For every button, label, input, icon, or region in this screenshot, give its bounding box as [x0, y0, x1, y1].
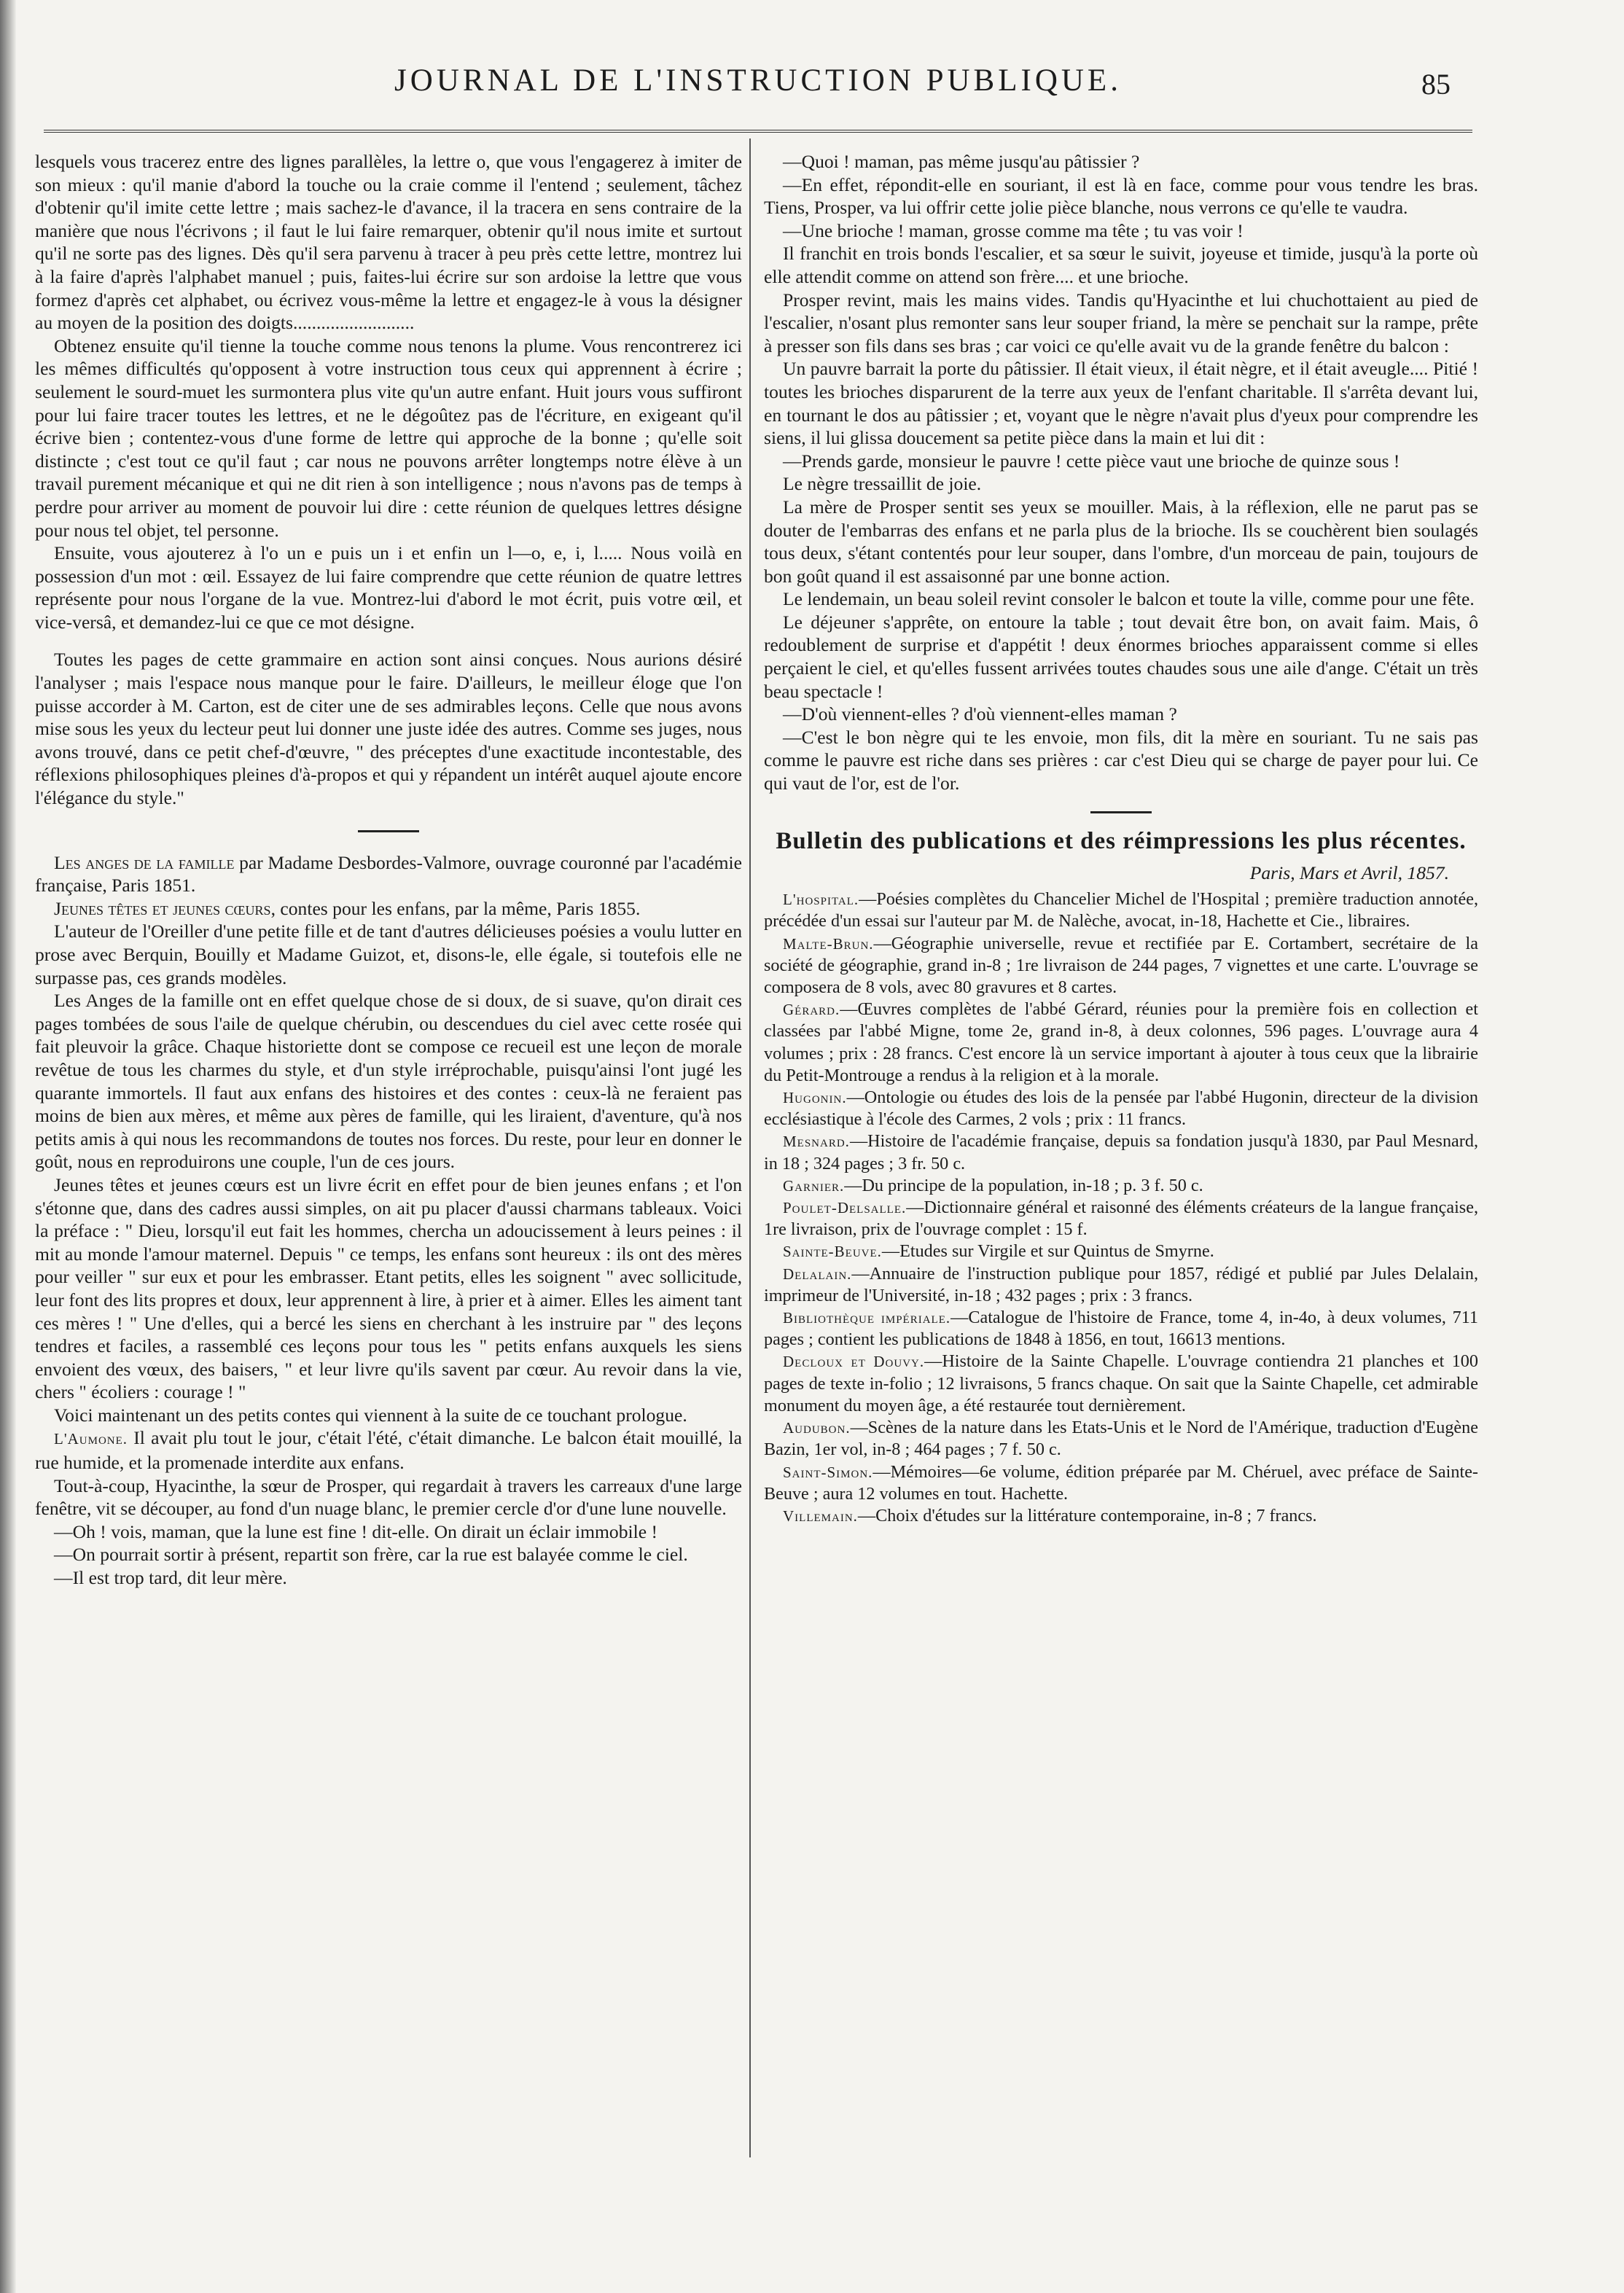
- book-title: Les anges de la famille: [54, 851, 235, 873]
- entry-author: Bibliothèque impériale.: [783, 1309, 951, 1327]
- paragraph: L'auteur de l'Oreiller d'une petite fille et de tant d'autres délicieuses poésies a voulu lutter en prose avec Berquin, Bouilly et Madame Guizot, et, disons-le, elle égale, si toutefois elle ne surpasse pas, ces grands modèles.: [35, 921, 742, 988]
- entry-author: Decloux et Douvy.: [783, 1353, 925, 1371]
- book-details: par Madame Desbordes-Valmore, ouvrage couronné par l'académie française, Paris 1851.: [35, 851, 742, 897]
- bulletin-entry: [764, 933, 1478, 999]
- bulletin-entry: [764, 1417, 1478, 1461]
- entry-text: —Mémoires—6e volume, édition préparée par M. Chéruel, avec préface de Sainte-Beuve ; aura 12 volumes en tout. Hachette.: [764, 1461, 1478, 1504]
- paragraph: Jeunes têtes et jeunes cœurs est un livre écrit en effet pour de bien jeunes enfans ; et l'on s'étonne que, dans des cadres aussi simples, on ait pu placer d'aussi charmans tableaux. Voici la préface : " Dieu, lorsqu'il eut fait les hommes, chercha un adoucissement à leurs peines : il mit au monde l'amour maternel. Depuis " ce temps, les enfans sont heureux : ils ont des mères pour veiller " sur eux et pour les embrasser. Etant petits, elles les soignent " avec sollicitude, leur font des lits propres et doux, leur apprennent à lire, à prier et à aimer. Elles les aiment tant ces mères ! " Une d'elles, qui a bercé les siens en cherchant à les instruire par " des leçons tendres et faciles, a rassemblé ces leçons pour tous les " petits enfans auxquels les siens envoient des vœux, des baisers, " et leur livre qu'ils savent par cœur. Au revoir dans la vie, chers " écoliers : courage ! ": [35, 1173, 742, 1403]
- paragraph: —Quoi ! maman, pas même jusqu'au pâtissier ?: [783, 151, 1140, 172]
- paragraph: —D'où viennent-elles ? d'où viennent-elles maman ?: [783, 703, 1177, 725]
- bulletin-entry: [764, 1197, 1478, 1241]
- paragraph: La mère de Prosper sentit ses yeux se mouiller. Mais, à la réflexion, elle ne parut pas se douter de l'embarras des enfans et ne parla plus de la brioche. Ils se couchèrent bien soulagés tous deux, s'étant contentés pour leur souper, dans l'ombre, d'un morceau de pain, toujours de bon goût quand il est assaisonné par une bonne action.: [764, 496, 1478, 587]
- entry-author: Hugonin.: [783, 1089, 847, 1107]
- entry-author: Sainte-Beuve.: [783, 1243, 882, 1261]
- book-details: , contes pour les enfans, par la même, Paris 1855.: [270, 897, 641, 919]
- entry-text: —Etudes sur Virgile et sur Quintus de Smyrne.: [881, 1241, 1214, 1262]
- section-divider: [358, 830, 419, 832]
- bulletin-entry: [764, 1461, 1478, 1505]
- bulletin-entries: [764, 888, 1478, 1527]
- paragraph: Prosper revint, mais les mains vides. Tandis qu'Hyacinthe et lui chuchottaient au pied de l'escalier, n'osant plus remonter sans leur souper friand, la mère se penchait sur la rampe, prête à presser son fils dans ses bras ; car voici ce qu'elle avait vu de la grande fenêtre du balcon :: [764, 289, 1478, 356]
- bulletin-entry: [764, 999, 1478, 1087]
- paragraph: Un pauvre barrait la porte du pâtissier. Il était vieux, il était nègre, et il était aveugle.... Pitié ! toutes les brioches disparurent de la terre aux yeux de l'enfant charitable. Il s'arrêta devant lui, en tournant le dos au pâtissier ; et, voyant que le nègre n'avait plus d'yeux pour comprendre les siens, il lui glissa doucement sa petite pièce dans la main et lui dit :: [764, 358, 1478, 449]
- paragraph: Ensuite, vous ajouterez à l'o un e puis un i et enfin un l—o, e, i, l..... Nous voilà en possession d'un mot : œil. Essayez de lui faire comprendre que cette réunion de quatre lettres représente pour nous l'organe de la vue. Montrez-lui d'abord le mot écrit, puis votre œil, et vice-versâ, et demandez-lui ce que ce mot désigne.: [35, 542, 742, 633]
- entry-author: Gérard.: [783, 1001, 840, 1019]
- paragraph: —Prends garde, monsieur le pauvre ! cette pièce vaut une brioche de quinze sous !: [783, 450, 1400, 472]
- paragraph: —On pourrait sortir à présent, repartit son frère, car la rue est balayée comme le ciel.: [54, 1544, 688, 1566]
- paragraph: Le nègre tressaillit de joie.: [783, 473, 982, 495]
- entry-author: Mesnard.: [783, 1133, 850, 1151]
- bulletin-entry: [764, 1307, 1478, 1351]
- header-rule: [44, 130, 1472, 133]
- entry-author: Poulet-Delsalle.: [783, 1199, 907, 1217]
- bulletin-entry: [764, 1505, 1478, 1527]
- right-column: [764, 150, 1478, 1527]
- entry-text: —Histoire de l'académie française, depuis sa fondation jusqu'à 1830, par Paul Mesnard, in 18 ; 324 pages ; 3 fr. 50 c.: [764, 1131, 1478, 1173]
- paragraph: Le déjeuner s'apprête, on entoure la table ; tout devait être bon, on avait faim. Mais, ô redoublement de surprise et d'appétit ! deux énormes brioches apparaissent comme si elles perçaient le ciel, et qu'elles fussent arrivées toutes chaudes sous une aile d'ange. C'était un très beau spectacle !: [764, 611, 1478, 702]
- entry-text: —Dictionnaire général et raisonné des éléments créateurs de la langue française, 1re livraison, prix de l'ouvrage complet : 15 f.: [764, 1198, 1478, 1240]
- entry-author: Garnier.: [783, 1176, 845, 1195]
- bulletin-entry: [764, 888, 1478, 932]
- entry-author: Audubon.: [783, 1419, 851, 1437]
- entry-author: Delalain.: [783, 1265, 852, 1283]
- paragraph: Les Anges de la famille ont en effet quelque chose de si doux, de si suave, qu'on dirait ces pages tombées de sous l'aile de quelque chérubin, ou descendues du ciel avec cette rosée qui fait pleuvoir la grâce. Chaque historiette dont se compose ce recueil est une leçon de morale revêtue de tous les charmes du style, et d'un style irréprochable, puisqu'ainsi l'ont jugé les quarante immortels. Il faut aux enfans des histoires et des contes : ceux-là ne feraient pas moins de bien aux mères, et même aux pères de famille, qui les liraient, d'aventure, qu'à nos petits amis à qui nous les recommandons de toutes nos forces. Du reste, pour leur en donner le goût, nous en reproduirons une couple, l'un de ces jours.: [35, 990, 742, 1173]
- bulletin-entry: [764, 1087, 1478, 1130]
- bulletin-entry: [764, 1263, 1478, 1307]
- entry-author: Malte-Brun.: [783, 934, 874, 953]
- bulletin-entry: [764, 1130, 1478, 1174]
- paragraph: Tout-à-coup, Hyacinthe, la sœur de Prosper, qui regardait à travers les carreaux d'une large fenêtre, vit se découper, au fond d'un nuage blanc, le premier cercle d'or d'une lune nouvelle.: [35, 1474, 742, 1520]
- paragraph: —Il est trop tard, dit leur mère.: [54, 1567, 287, 1589]
- book-notice: [35, 897, 742, 921]
- page-number: 85: [1421, 68, 1451, 101]
- entry-text: —Catalogue de l'histoire de France, tome 4, in-4o, à deux volumes, 711 pages ; contient les publications de 1848 à 1856, en tout, 16613 mentions.: [764, 1308, 1478, 1350]
- entry-author: L'hospital.: [783, 891, 859, 909]
- entry-text: —Du principe de la population, in-18 ; p. 3 f. 50 c.: [844, 1175, 1203, 1195]
- book-notice: [35, 851, 742, 897]
- entry-text: —Œuvres complètes de l'abbé Gérard, réunies pour la première fois en collection et classées par l'abbé Migne, tome 2e, grand in-8, à deux colonnes, 596 pages. L'ouvrage aura 4 volumes ; prix : 28 francs. C'est encore là un service important à ajouter à tous ceux que la librairie du Petit-Montrouge a rendus à la religion et à la morale.: [764, 999, 1478, 1085]
- paragraph: Il franchit en trois bonds l'escalier, et sa sœur le suivit, joyeuse et timide, jusqu'à la porte où elle attendit comme on attend son frère.... et une brioche.: [764, 243, 1478, 287]
- paragraph: Voici maintenant un des petits contes qui viennent à la suite de ce touchant prologue.: [54, 1404, 687, 1426]
- bulletin-date: Paris, Mars et Avril, 1857.: [1249, 862, 1449, 883]
- entry-text: —Choix d'études sur la littérature contemporaine, in-8 ; 7 francs.: [857, 1505, 1317, 1526]
- paragraph: —C'est le bon nègre qui te les envoie, mon fils, dit la mère en souriant. Tu ne sais pas comme le pauvre est riche dans ses prières : car c'est Dieu qui se charge de payer pour lui. Ce qui vaut de l'or, est de l'or.: [764, 726, 1478, 794]
- paragraph: —Oh ! vois, maman, que la lune est fine ! dit-elle. On dirait un éclair immobile !: [54, 1520, 658, 1542]
- paragraph: —Une brioche ! maman, grosse comme ma tête ; tu vas voir !: [783, 219, 1244, 241]
- entry-text: —Ontologie ou études des lois de la pensée par l'abbé Hugonin, directeur de la division ecclésiastique à l'école des Carmes, 2 vols ; prix : 11 francs.: [764, 1087, 1478, 1130]
- story-title: L'Aumone.: [54, 1430, 128, 1448]
- paragraph: Le lendemain, un beau soleil revint consoler le balcon et toute la ville, comme pour une fête.: [783, 588, 1475, 610]
- paragraph: Toutes les pages de cette grammaire en action sont ainsi conçues. Nous aurions désiré l'analyser ; mais l'espace nous manque pour le faire. D'ailleurs, le meilleur éloge que l'on puisse accorder à M. Carton, est de citer une de ses admirables leçons. Celle que nous avons mise sous les yeux du lecteur peut lui donner une juste idée des autres. Comme ses juges, nous avons trouvé, dans ce petit chef-d'œuvre, " des préceptes d'une exactitude incontestable, des réflexions philosophiques pleines d'à-propos et qui y répandent un intérêt auquel ajoute encore l'élégance du style.": [35, 649, 742, 809]
- column-divider: [749, 138, 751, 2157]
- bulletin-entry: [764, 1351, 1478, 1417]
- paragraph: lesquels vous tracerez entre des lignes parallèles, la lettre o, que vous l'engagerez à imiter de son mieux : qu'il manie d'abord la touche ou la craie comme il l'entend ; seulement, tâchez d'obtenir qu'il imite cette lettre ; mais sachez-le d'avance, il la tracera en sens contraire de la manière que nous l'écrivons ; il faut le lui faire remarquer, obtenir qu'il nous imite et surtout qu'il ne sorte pas des lignes. Dès qu'il sera parvenu à tracer à peu près cette lettre, montrez lui à la faire d'après l'alphabet manuel ; puis, faites-lui écrire sur son ardoise la lettre que vous formez d'après cet alphabet, ou écrivez vous-même la lettre et engagez-le à vous la désigner au moyen de la position des doigts..........................: [35, 151, 742, 334]
- entry-text: —Poésies complètes du Chancelier Michel de l'Hospital ; première traduction annotée, précédée d'un essai sur l'auteur par M. de Nalèche, avocat, in-18, Hachette et Cie., libraires.: [764, 889, 1478, 931]
- paragraph: —En effet, répondit-elle en souriant, il est là en face, comme pour vous tendre les bras. Tiens, Prosper, va lui offrir cette jolie pièce blanche, nous verrons ce qu'elle te vaudra.: [764, 173, 1478, 219]
- entry-text: —Géographie universelle, revue et rectifiée par E. Cortambert, secrétaire de la société de géographie, grand in-8 ; 1re livraison de 244 pages, 7 vignettes et une carte. L'ouvrage se composera de 8 vols, avec 80 gravures et 8 cartes.: [764, 933, 1478, 998]
- story-opening: [35, 1426, 742, 1474]
- story-text: Il avait plu tout le jour, c'était l'été, c'était dimanche. Le balcon était mouillé, la rue humide, et la promenade interdite aux enfans.: [35, 1427, 742, 1474]
- bulletin-title: Bulletin des publications et des réimpressions les plus récentes.: [776, 827, 1467, 854]
- entry-text: —Histoire de la Sainte Chapelle. L'ouvrage contiendra 21 planches et 100 pages de texte in-folio ; 12 livraisons, 5 francs chaque. On sait que la Sainte Chapelle, cet admirable monument du moyen âge, a été restaurée tout dernièrement.: [764, 1351, 1478, 1415]
- left-column: [35, 150, 742, 1590]
- entry-text: —Scènes de la nature dans les Etats-Unis et le Nord de l'Amérique, traduction d'Eugène Bazin, 1er vol, in-8 ; 464 pages ; 7 f. 50 c.: [764, 1418, 1478, 1460]
- entry-author: Villemain.: [783, 1507, 858, 1525]
- entry-text: —Annuaire de l'instruction publique pour 1857, rédigé et publié par Jules Delalain, imprimeur de l'Université, in-18 ; 432 pages ; prix : 3 francs.: [764, 1263, 1478, 1305]
- section-divider: [1090, 811, 1152, 813]
- binding-edge: [0, 0, 16, 2293]
- bulletin-entry: [764, 1241, 1478, 1262]
- journal-title: JOURNAL DE L'INSTRUCTION PUBLIQUE.: [394, 63, 1122, 98]
- bulletin-entry: [764, 1175, 1478, 1197]
- entry-author: Saint-Simon.: [783, 1463, 873, 1481]
- paragraph: Obtenez ensuite qu'il tienne la touche comme nous tenons la plume. Vous rencontrerez ici les mêmes difficultés qu'opposent à votre instruction tous ceux qui apprennent à écrire ; seulement le sourd-muet les surmontera plus vite qu'un autre enfant. Huit jours vous suffiront pour lui faire tracer toutes les lettres, et ne le dégoûtez pas de l'écriture, en exigeant qu'il écrive bien ; contentez-vous d'une forme de lettre qui approche de la bonne ; qu'elle soit distincte ; c'est tout ce qu'il faut ; car nous ne pouvons arrêter longtemps notre élève à un travail purement mécanique et qui ne dit rien à son intelligence ; nous n'avons pas de temps à perdre pour arriver au moment de pouvoir lui dire : cette réunion de quelques lettres désigne pour nous tel objet, tel personne.: [35, 335, 742, 541]
- book-title: Jeunes têtes et jeunes cœurs: [54, 897, 271, 919]
